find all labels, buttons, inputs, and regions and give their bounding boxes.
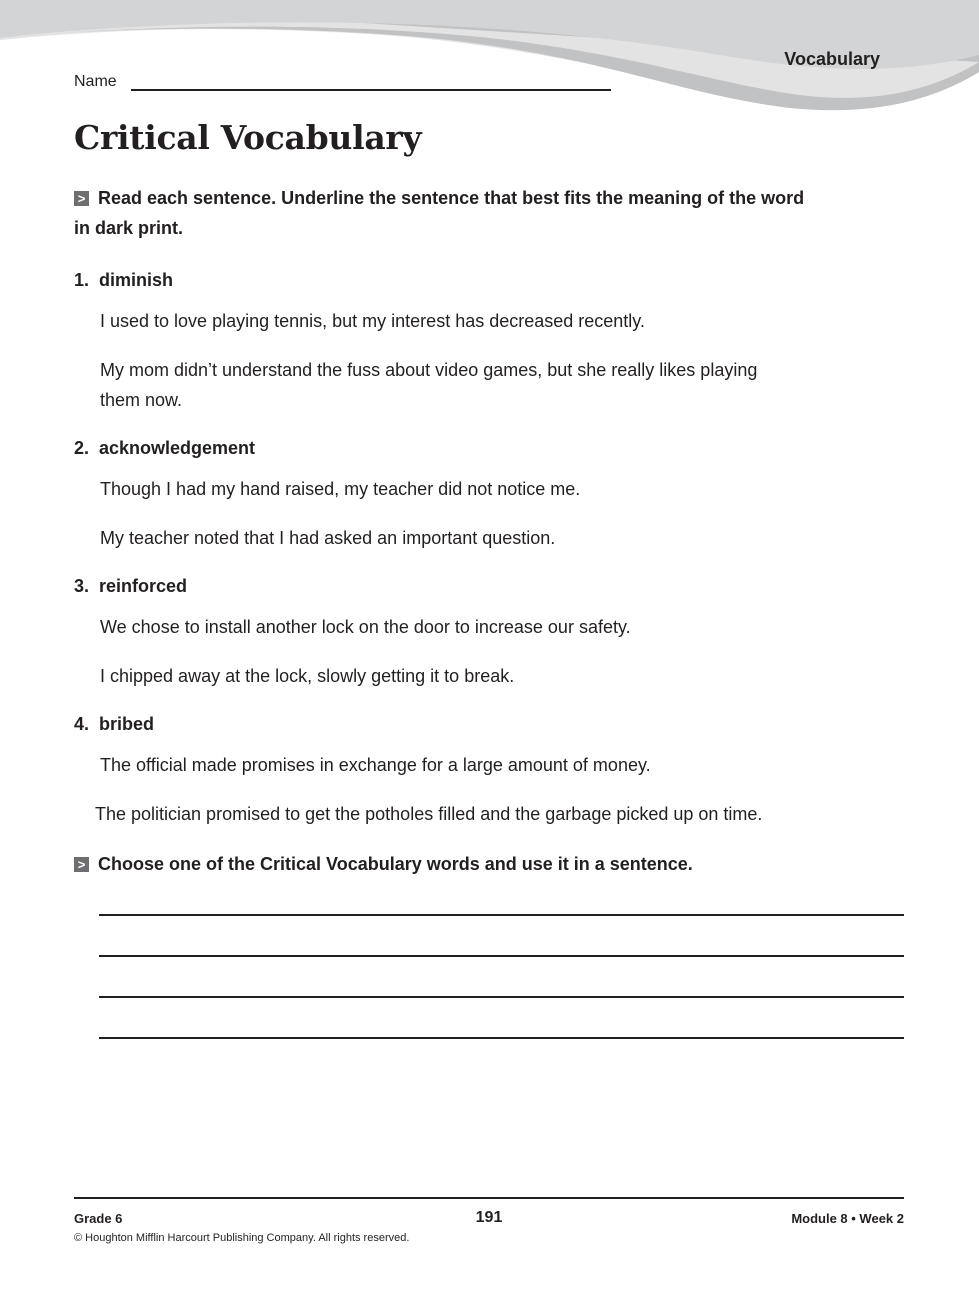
copyright-notice: © Houghton Mifflin Harcourt Publishing Company. All rights reserved. [74, 1232, 410, 1244]
vocabulary-word: reinforced [99, 576, 188, 596]
vocabulary-word: diminish [99, 270, 174, 290]
sentence-option[interactable]: My teacher noted that I had asked an important question. [100, 528, 556, 548]
vocabulary-word: acknowledgement [99, 438, 256, 458]
sentence-option[interactable]: My mom didn’t understand the fuss about video games, but she really likes playing them now. [100, 360, 758, 410]
footer-grade: Grade 6 [74, 1211, 123, 1226]
sentence-option[interactable]: We chose to install another lock on the door to increase our safety. [100, 617, 631, 637]
sentence-option[interactable]: The official made promises in exchange for a large amount of money. [100, 755, 651, 775]
section-label: Vocabulary [784, 49, 880, 69]
footer-divider [74, 1197, 904, 1199]
name-field-row [74, 72, 614, 96]
instruction-text: Read each sentence. Underline the sentence that best fits the meaning of the word in dark print. [74, 188, 805, 238]
vocabulary-word: bribed [99, 714, 155, 734]
page-number: 191 [475, 1209, 503, 1226]
sentence-option[interactable]: I chipped away at the lock, slowly getting it to break. [100, 666, 515, 686]
question-number: 4. [74, 714, 90, 734]
arrow-right-icon: > [74, 857, 89, 872]
question-number: 1. [74, 270, 90, 290]
instruction-write-sentence [74, 849, 814, 879]
footer-module: Module 8 • Week 2 [791, 1211, 904, 1226]
writing-line[interactable] [99, 914, 904, 916]
page-title: Critical Vocabulary [74, 118, 422, 157]
question-heading [74, 714, 154, 735]
question-number: 3. [74, 576, 90, 596]
writing-line[interactable] [99, 996, 904, 998]
question-number: 2. [74, 438, 90, 458]
sentence-option[interactable]: The politician promised to get the potholes filled and the garbage picked up on time. [95, 804, 763, 824]
writing-line[interactable] [99, 955, 904, 957]
question-heading [74, 438, 255, 459]
question-heading [74, 270, 173, 291]
name-label: Name [74, 73, 117, 90]
instruction-text: Choose one of the Critical Vocabulary words and use it in a sentence. [98, 854, 693, 874]
instruction-underline [74, 183, 814, 243]
question-heading [74, 576, 187, 597]
sentence-option[interactable]: Though I had my hand raised, my teacher did not notice me. [100, 479, 581, 499]
writing-line[interactable] [99, 1037, 904, 1039]
arrow-right-icon: > [74, 191, 89, 206]
sentence-option[interactable]: I used to love playing tennis, but my interest has decreased recently. [100, 311, 645, 331]
name-line [131, 89, 611, 91]
